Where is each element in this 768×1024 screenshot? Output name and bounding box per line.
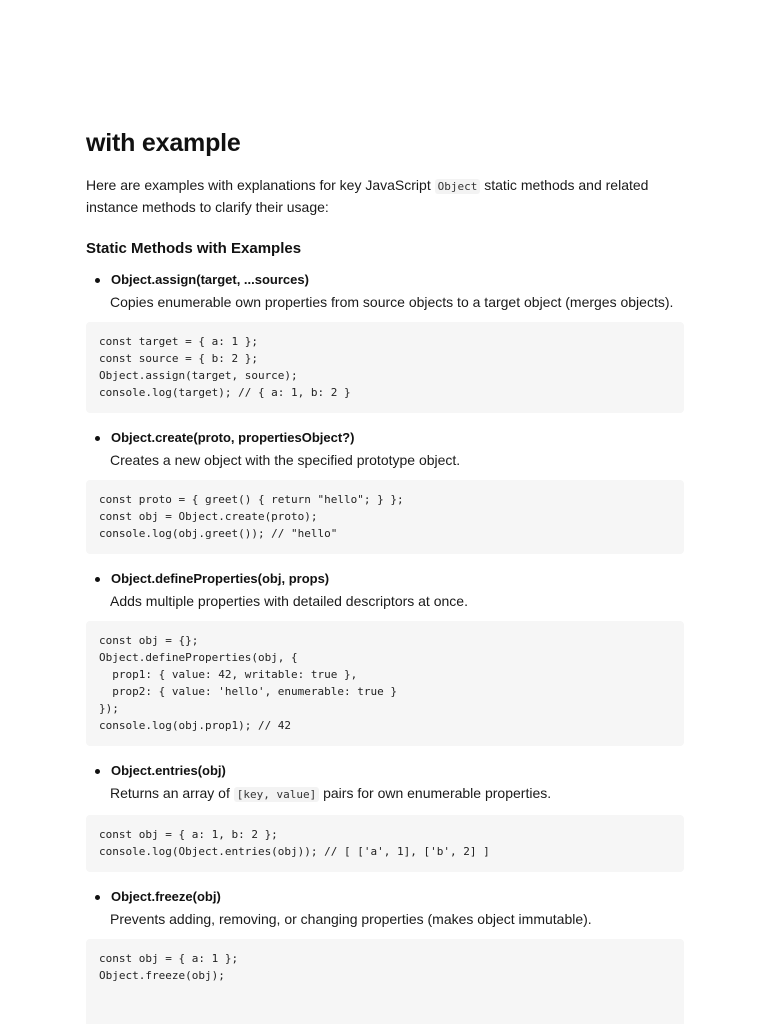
method-heading — [86, 569, 684, 589]
method-signature: Object.assign(target, ...sources) — [111, 272, 309, 287]
bullet-icon — [95, 278, 100, 283]
code-block-create[interactable]: const proto = { greet() { return "hello"; } }; const obj = Object.create(proto); console.log(obj.greet()); // "hello" — [86, 480, 684, 554]
method-item-assign — [86, 270, 684, 413]
method-item-entries — [86, 761, 684, 872]
section-heading-static-methods: Static Methods with Examples — [86, 240, 302, 257]
method-description — [110, 783, 684, 805]
method-signature: Object.defineProperties(obj, props) — [111, 571, 330, 586]
method-heading — [86, 428, 684, 448]
intro-paragraph — [86, 175, 684, 217]
method-description: Prevents adding, removing, or changing properties (makes object immutable). — [110, 911, 592, 927]
method-signature: Object.create(proto, propertiesObject?) — [111, 430, 355, 445]
bullet-icon — [95, 769, 100, 774]
inline-code-object: Object — [435, 179, 481, 194]
method-item-freeze — [86, 887, 684, 1024]
method-heading — [86, 761, 684, 781]
code-block-defineproperties[interactable]: const obj = {}; Object.defineProperties(obj, { prop1: { value: 42, writable: true }, prop2: { value: 'hello', enumerable: true } }); console.log(obj.prop1); // 42 — [86, 621, 684, 746]
method-signature: Object.freeze(obj) — [111, 889, 221, 904]
method-description: Copies enumerable own properties from source objects to a target object (merges objects). — [110, 294, 674, 310]
intro-text-before: Here are examples with explanations for key JavaScript — [86, 177, 435, 193]
bullet-icon — [95, 577, 100, 582]
description-text-after: pairs for own enumerable properties. — [319, 785, 552, 801]
description-text-before: Returns an array of — [110, 785, 234, 801]
method-signature: Object.entries(obj) — [111, 763, 226, 778]
method-heading — [86, 887, 684, 907]
inline-code-key-value: [key, value] — [234, 787, 319, 802]
method-description: Adds multiple properties with detailed descriptors at once. — [110, 593, 468, 609]
code-block-freeze[interactable]: const obj = { a: 1 }; Object.freeze(obj); — [86, 939, 684, 1024]
bullet-icon — [95, 436, 100, 441]
page-title: with example — [86, 129, 241, 157]
code-block-assign[interactable]: const target = { a: 1 }; const source = { b: 2 }; Object.assign(target, source); console.log(target); // { a: 1, b: 2 } — [86, 322, 684, 413]
method-item-defineproperties — [86, 569, 684, 746]
method-item-create — [86, 428, 684, 554]
code-block-entries[interactable]: const obj = { a: 1, b: 2 }; console.log(Object.entries(obj)); // [ ['a', 1], ['b', 2] ] — [86, 815, 684, 872]
intro-text-after: static methods and related instance methods to clarify their usage: — [86, 177, 649, 215]
bullet-icon — [95, 895, 100, 900]
method-heading — [86, 270, 684, 290]
document-page — [86, 126, 684, 1024]
method-description: Creates a new object with the specified prototype object. — [110, 452, 461, 468]
